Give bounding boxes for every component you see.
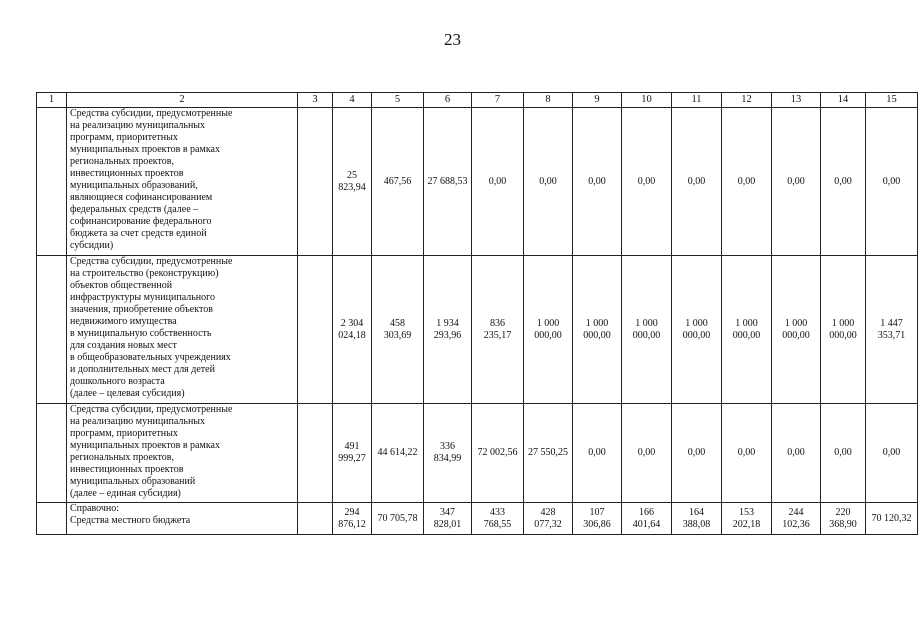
- empty-cell: [298, 404, 333, 503]
- value-text: 1 000: [735, 317, 758, 329]
- value-text: 401,64: [632, 518, 661, 530]
- value-text: 0,00: [787, 447, 805, 458]
- value-text: 347: [440, 506, 455, 518]
- col-header: 10: [622, 93, 672, 108]
- value-text: 1 447: [880, 317, 903, 329]
- value-cell: [424, 256, 472, 404]
- value-text: 303,69: [383, 329, 412, 341]
- row-number-cell: [37, 404, 67, 503]
- table-row: [37, 503, 918, 535]
- value-text: 828,01: [433, 518, 462, 530]
- description-line: программ, приоритетных: [70, 132, 178, 143]
- empty-cell: [298, 108, 333, 256]
- description-line: инвестиционных проектов: [70, 464, 184, 475]
- row-description: [67, 108, 298, 256]
- value-text: 0,00: [637, 447, 656, 458]
- row-number-cell: [37, 108, 67, 256]
- value-text: 388,08: [682, 518, 711, 530]
- col-header: 3: [298, 93, 333, 108]
- value-text: 836: [490, 317, 505, 329]
- col-header: 1: [37, 93, 67, 108]
- description-line: в общеобразовательных учреждениях: [70, 352, 231, 363]
- value-cell: [472, 404, 524, 503]
- value-text: 0,00: [834, 175, 852, 187]
- description-line: в муниципальную собственность: [70, 328, 212, 339]
- value-text: 306,86: [583, 518, 611, 530]
- col-header: 13: [772, 93, 821, 108]
- description-line: региональных проектов,: [70, 156, 174, 167]
- value-cell: [472, 108, 524, 256]
- col-header: 7: [472, 93, 524, 108]
- col-header: 15: [866, 93, 918, 108]
- value-cell: [333, 404, 372, 503]
- value-text: 44 614,22: [377, 447, 418, 458]
- value-cell: [573, 404, 622, 503]
- empty-cell: [298, 503, 333, 535]
- value-text: 768,55: [483, 518, 512, 530]
- value-cell: [573, 503, 622, 535]
- value-cell: [722, 256, 772, 404]
- description-line: на реализацию муниципальных: [70, 120, 206, 131]
- description-line: на строительство (реконструкцию): [70, 268, 219, 279]
- value-cell: [524, 404, 573, 503]
- value-cell: [672, 108, 722, 256]
- value-text: 0,00: [588, 447, 606, 458]
- description-line: федеральных средств (далее –: [70, 204, 199, 215]
- value-text: 70 705,78: [377, 512, 418, 524]
- description-line: муниципальных образований,: [70, 180, 198, 191]
- value-text: 491: [344, 441, 360, 452]
- value-text: 368,90: [829, 518, 857, 530]
- description-line: инфраструктуры муниципального: [70, 292, 215, 303]
- value-text: 0,00: [637, 175, 656, 187]
- value-text: 220: [835, 506, 851, 518]
- value-cell: [821, 256, 866, 404]
- row-description: [67, 256, 298, 404]
- value-text: 0,00: [737, 175, 756, 187]
- empty-cell: [298, 256, 333, 404]
- row-description: [67, 404, 298, 503]
- table-row: [37, 256, 918, 404]
- header-row: [37, 93, 918, 108]
- description-line: бюджета за счет средств единой: [70, 228, 207, 239]
- value-cell: [672, 404, 722, 503]
- value-text: 72 002,56: [477, 447, 518, 458]
- value-cell: [333, 256, 372, 404]
- page-number: 23: [444, 30, 461, 49]
- value-text: 433: [490, 506, 505, 518]
- col-header: 5: [372, 93, 424, 108]
- description-line: объектов общественной: [70, 280, 173, 291]
- value-text: 166: [639, 506, 654, 518]
- value-cell: [772, 503, 821, 535]
- value-cell: [866, 503, 918, 535]
- value-text: 244: [788, 506, 804, 518]
- row-description: [67, 503, 298, 535]
- value-text: 153: [739, 506, 754, 518]
- value-cell: [772, 256, 821, 404]
- value-cell: [372, 503, 424, 535]
- description-line: на реализацию муниципальных: [70, 416, 206, 427]
- col-header: 9: [573, 93, 622, 108]
- value-text: 294: [344, 506, 360, 518]
- value-text: 1 000: [831, 317, 855, 329]
- value-text: 0,00: [539, 175, 557, 187]
- value-text: 823,94: [338, 181, 366, 193]
- value-text: 0,00: [737, 447, 756, 458]
- value-cell: [622, 503, 672, 535]
- value-text: 235,17: [483, 329, 512, 341]
- value-cell: [821, 108, 866, 256]
- value-text: 0,00: [488, 175, 507, 187]
- description-line: софинансирование федерального: [70, 216, 212, 227]
- description-line: Средства субсидии, предусмотренные: [70, 256, 233, 267]
- col-header: 12: [722, 93, 772, 108]
- value-text: 102,36: [782, 518, 810, 530]
- description-line: региональных проектов,: [70, 452, 174, 463]
- value-text: 1 000: [685, 317, 708, 329]
- value-text: 077,32: [534, 518, 562, 530]
- col-header: 4: [333, 93, 372, 108]
- value-cell: [424, 503, 472, 535]
- value-text: 834,99: [433, 453, 462, 464]
- description-line: муниципальных образований: [70, 476, 196, 487]
- description-line: являющиеся софинансированием: [70, 192, 213, 203]
- value-text: 428: [540, 506, 556, 518]
- value-cell: [722, 503, 772, 535]
- description-line: муниципальных проектов в рамках: [70, 144, 220, 155]
- value-text: 0,00: [787, 175, 805, 187]
- description-line: Средства субсидии, предусмотренные: [70, 404, 233, 415]
- value-text: 1 934: [436, 317, 459, 329]
- value-text: 25: [347, 169, 357, 181]
- value-cell: [772, 108, 821, 256]
- value-cell: [622, 256, 672, 404]
- value-text: 458: [390, 317, 405, 329]
- value-text: 467,56: [383, 175, 412, 187]
- col-header: 2: [67, 93, 298, 108]
- col-header: 11: [672, 93, 722, 108]
- value-cell: [672, 256, 722, 404]
- value-cell: [333, 108, 372, 256]
- value-text: 336: [440, 441, 455, 452]
- description-line: Средства местного бюджета: [70, 515, 191, 526]
- value-text: 1 000: [635, 317, 658, 329]
- value-cell: [424, 404, 472, 503]
- value-text: 000,00: [583, 329, 611, 341]
- value-cell: [722, 108, 772, 256]
- value-cell: [866, 256, 918, 404]
- value-text: 876,12: [338, 518, 366, 530]
- value-cell: [424, 108, 472, 256]
- value-cell: [866, 108, 918, 256]
- table-row: [37, 108, 918, 256]
- value-text: 1 000: [784, 317, 808, 329]
- value-cell: [672, 503, 722, 535]
- row-number-cell: [37, 256, 67, 404]
- description-line: дошкольного возраста: [70, 376, 165, 387]
- description-line: (далее – целевая субсидия): [70, 388, 185, 399]
- value-text: 1 000: [585, 317, 609, 329]
- value-text: 27 688,53: [427, 175, 468, 187]
- description-line: значения, приобретение объектов: [70, 304, 213, 315]
- description-line: недвижимого имущества: [70, 316, 177, 327]
- col-header: 8: [524, 93, 573, 108]
- value-text: 0,00: [834, 447, 852, 458]
- col-header: 14: [821, 93, 866, 108]
- value-cell: [333, 503, 372, 535]
- value-text: 0,00: [687, 447, 706, 458]
- value-cell: [524, 503, 573, 535]
- description-line: Справочно:: [70, 503, 120, 514]
- value-cell: [524, 256, 573, 404]
- value-text: 000,00: [682, 329, 711, 341]
- value-text: 0,00: [882, 447, 901, 458]
- value-text: 27 550,25: [528, 447, 568, 458]
- value-cell: [866, 404, 918, 503]
- description-line: инвестиционных проектов: [70, 168, 184, 179]
- value-text: 999,27: [338, 453, 366, 464]
- value-text: 107: [589, 506, 605, 518]
- description-line: программ, приоритетных: [70, 428, 178, 439]
- value-cell: [622, 404, 672, 503]
- description-line: для создания новых мест: [70, 340, 177, 351]
- subsidy-table: [36, 92, 918, 535]
- description-line: (далее – единая субсидия): [70, 488, 181, 499]
- value-text: 000,00: [632, 329, 661, 341]
- value-text: 024,18: [338, 329, 366, 341]
- description-line: Средства субсидии, предусмотренные: [70, 108, 233, 119]
- value-cell: [622, 108, 672, 256]
- value-text: 353,71: [877, 329, 906, 341]
- value-cell: [372, 404, 424, 503]
- col-header: 6: [424, 93, 472, 108]
- value-text: 164: [689, 506, 704, 518]
- row-number-cell: [37, 503, 67, 535]
- value-cell: [573, 256, 622, 404]
- table-row: [37, 404, 918, 503]
- description-line: муниципальных проектов в рамках: [70, 440, 220, 451]
- value-cell: [472, 503, 524, 535]
- value-text: 0,00: [882, 175, 901, 187]
- value-cell: [821, 503, 866, 535]
- value-text: 000,00: [732, 329, 761, 341]
- value-cell: [372, 108, 424, 256]
- value-cell: [372, 256, 424, 404]
- value-text: 2 304: [340, 317, 364, 329]
- value-text: 000,00: [782, 329, 810, 341]
- value-cell: [821, 404, 866, 503]
- value-text: 0,00: [588, 175, 606, 187]
- value-text: 1 000: [536, 317, 560, 329]
- value-cell: [573, 108, 622, 256]
- value-text: 202,18: [732, 518, 761, 530]
- value-cell: [772, 404, 821, 503]
- value-text: 70 120,32: [871, 512, 912, 524]
- value-cell: [472, 256, 524, 404]
- value-text: 000,00: [534, 329, 562, 341]
- value-cell: [524, 108, 573, 256]
- value-cell: [722, 404, 772, 503]
- description-line: и дополнительных мест для детей: [70, 364, 215, 375]
- value-text: 000,00: [829, 329, 857, 341]
- value-text: 0,00: [687, 175, 706, 187]
- value-text: 293,96: [433, 329, 462, 341]
- description-line: субсидии): [70, 240, 114, 251]
